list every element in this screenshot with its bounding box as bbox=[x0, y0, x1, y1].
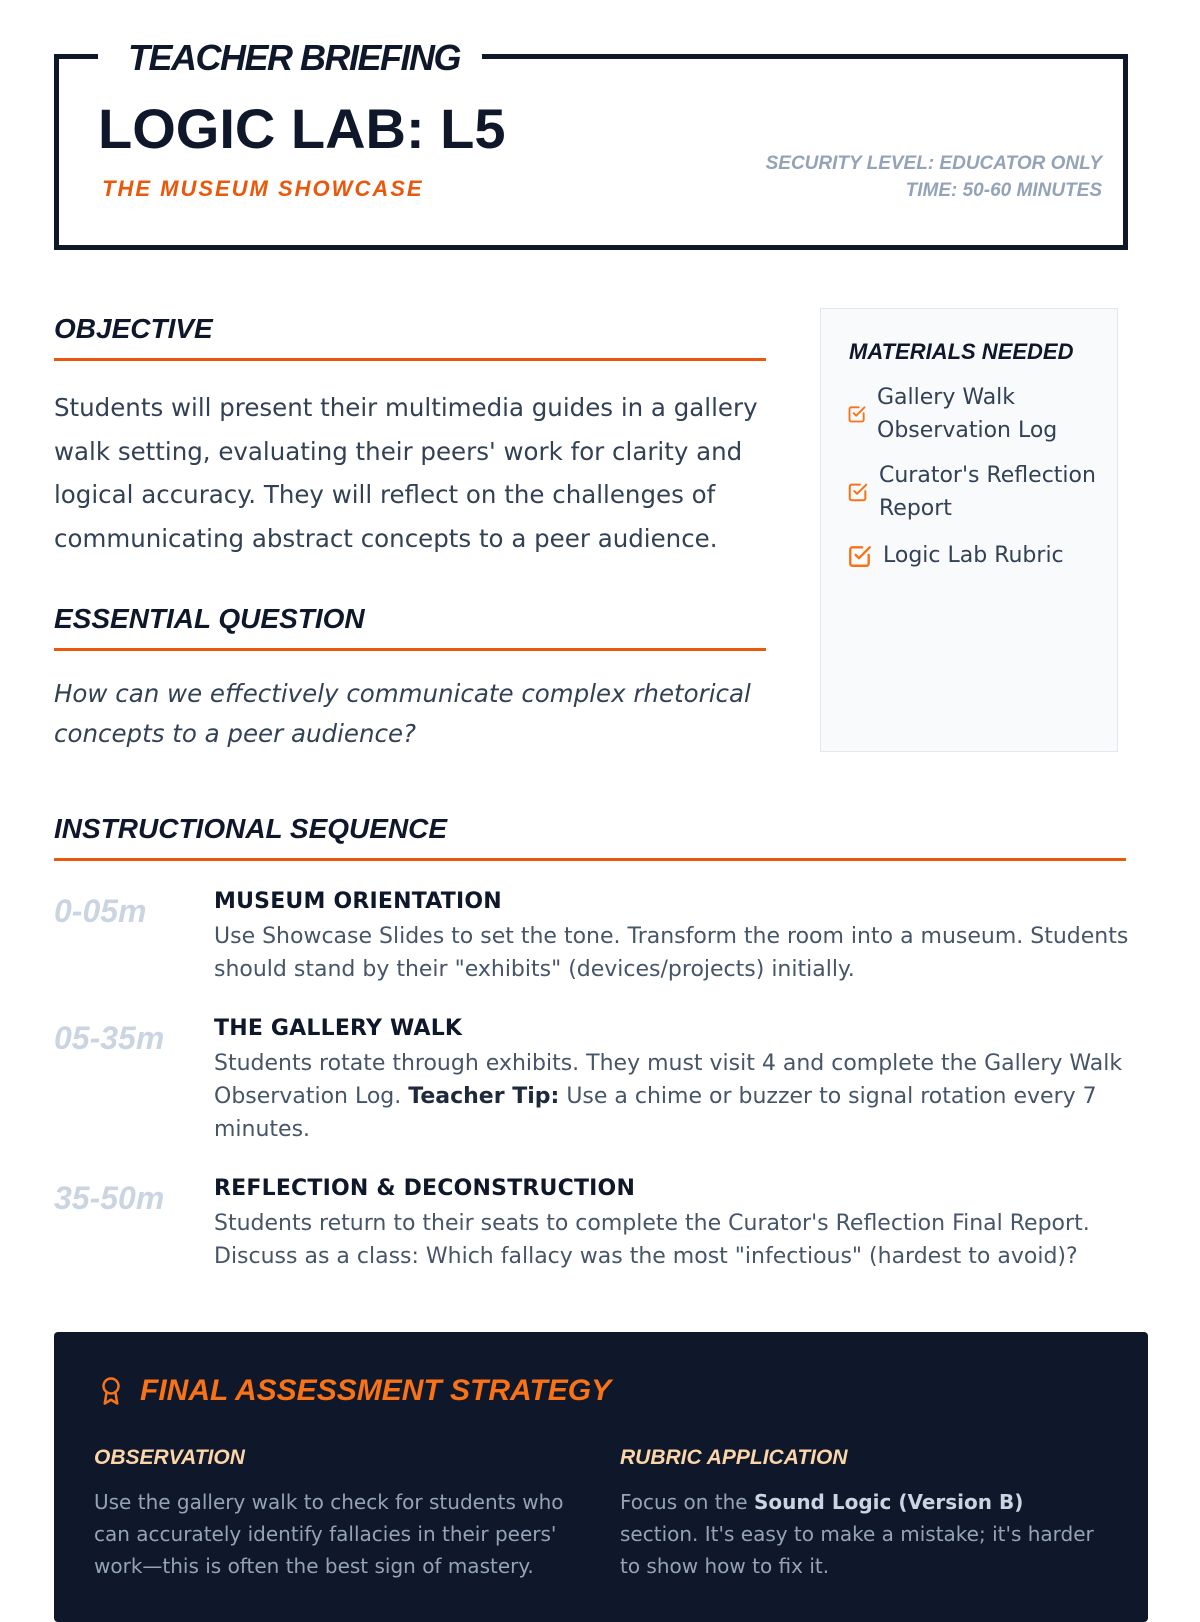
essential-question-heading: ESSENTIAL QUESTION bbox=[54, 602, 766, 651]
materials-panel bbox=[820, 308, 1118, 752]
sequence-step bbox=[54, 1175, 1126, 1285]
teacher-tip-label: Teacher Tip: bbox=[408, 1084, 560, 1109]
rubric-text-part: section. It's easy to make a mistake; it's harder to show how to fix it. bbox=[620, 1522, 1094, 1578]
security-level: SECURITY LEVEL: EDUCATOR ONLY bbox=[765, 153, 1102, 174]
step-title: REFLECTION & DECONSTRUCTION bbox=[214, 1176, 636, 1201]
material-item bbox=[847, 539, 1109, 572]
step-title: THE GALLERY WALK bbox=[214, 1016, 463, 1041]
briefing-tag: TEACHER BRIEFING bbox=[98, 36, 482, 80]
observation-column bbox=[94, 1444, 574, 1582]
step-body: Students return to their seats to complete the Curator's Reflection Final Report. Discuss as a class: Which fallacy was the most "infectious" (hardest to avoid)? bbox=[214, 1211, 1090, 1269]
materials-heading: MATERIALS NEEDED bbox=[849, 339, 1074, 364]
objective-text: Students will present their multimedia guides in a gallery walk setting, evaluating their peers' work for clarity and logical accuracy. They will reflect on the challenges of communicating abstract concepts to a peer audience. bbox=[54, 393, 758, 553]
material-item bbox=[847, 381, 1109, 447]
rubric-column bbox=[620, 1444, 1100, 1582]
page-subtitle: THE MUSEUM SHOWCASE bbox=[102, 176, 424, 201]
step-body bbox=[214, 1047, 1134, 1146]
step-body: Use Showcase Slides to set the tone. Transform the room into a museum. Students should stand by their "exhibits" (devices/projects) initially. bbox=[214, 924, 1129, 982]
checkbox-icon bbox=[847, 543, 873, 569]
step-time: 35-50m bbox=[54, 1180, 165, 1216]
award-ribbon-icon bbox=[96, 1376, 126, 1406]
step-time: 0-05m bbox=[54, 893, 147, 929]
security-info bbox=[682, 150, 1102, 204]
rubric-title: RUBRIC APPLICATION bbox=[620, 1446, 848, 1469]
observation-text: Use the gallery walk to check for students who can accurately identify fallacies in their peers' work—this is often the best sign of mastery. bbox=[94, 1490, 564, 1578]
material-label: Curator's Reflection Report bbox=[879, 463, 1096, 521]
objective-heading: OBJECTIVE bbox=[54, 312, 766, 361]
checkbox-icon bbox=[847, 404, 867, 424]
material-label: Gallery Walk Observation Log bbox=[877, 385, 1058, 443]
step-body-text: Use a chime or buzzer to signal rotation every 7 minutes. bbox=[214, 1084, 1097, 1142]
page-title: LOGIC LAB: L5 bbox=[98, 97, 506, 160]
step-time: 05-35m bbox=[54, 1020, 165, 1056]
observation-title: OBSERVATION bbox=[94, 1446, 245, 1469]
final-assessment-header bbox=[96, 1374, 611, 1408]
material-item bbox=[847, 459, 1109, 525]
step-title: MUSEUM ORIENTATION bbox=[214, 889, 502, 914]
step-body-text: Students rotate through exhibits. They must visit 4 and complete the Gallery Walk Observation Log. bbox=[214, 1051, 1123, 1109]
sequence-step bbox=[54, 888, 1129, 998]
rubric-text bbox=[620, 1486, 1100, 1582]
material-label: Logic Lab Rubric bbox=[883, 543, 1064, 568]
sequence-step bbox=[54, 1015, 1126, 1155]
essential-question-text: How can we effectively communicate complex rhetorical concepts to a peer audience? bbox=[54, 679, 751, 748]
rubric-text-part: Focus on the bbox=[620, 1490, 754, 1514]
checkbox-icon bbox=[847, 481, 869, 503]
final-assessment-heading: FINAL ASSESSMENT STRATEGY bbox=[140, 1374, 612, 1407]
sequence-heading: INSTRUCTIONAL SEQUENCE bbox=[54, 812, 1126, 861]
time-estimate: TIME: 50-60 MINUTES bbox=[905, 180, 1102, 201]
final-assessment-panel bbox=[54, 1332, 1148, 1622]
rubric-highlight: Sound Logic (Version B) bbox=[753, 1490, 1024, 1514]
